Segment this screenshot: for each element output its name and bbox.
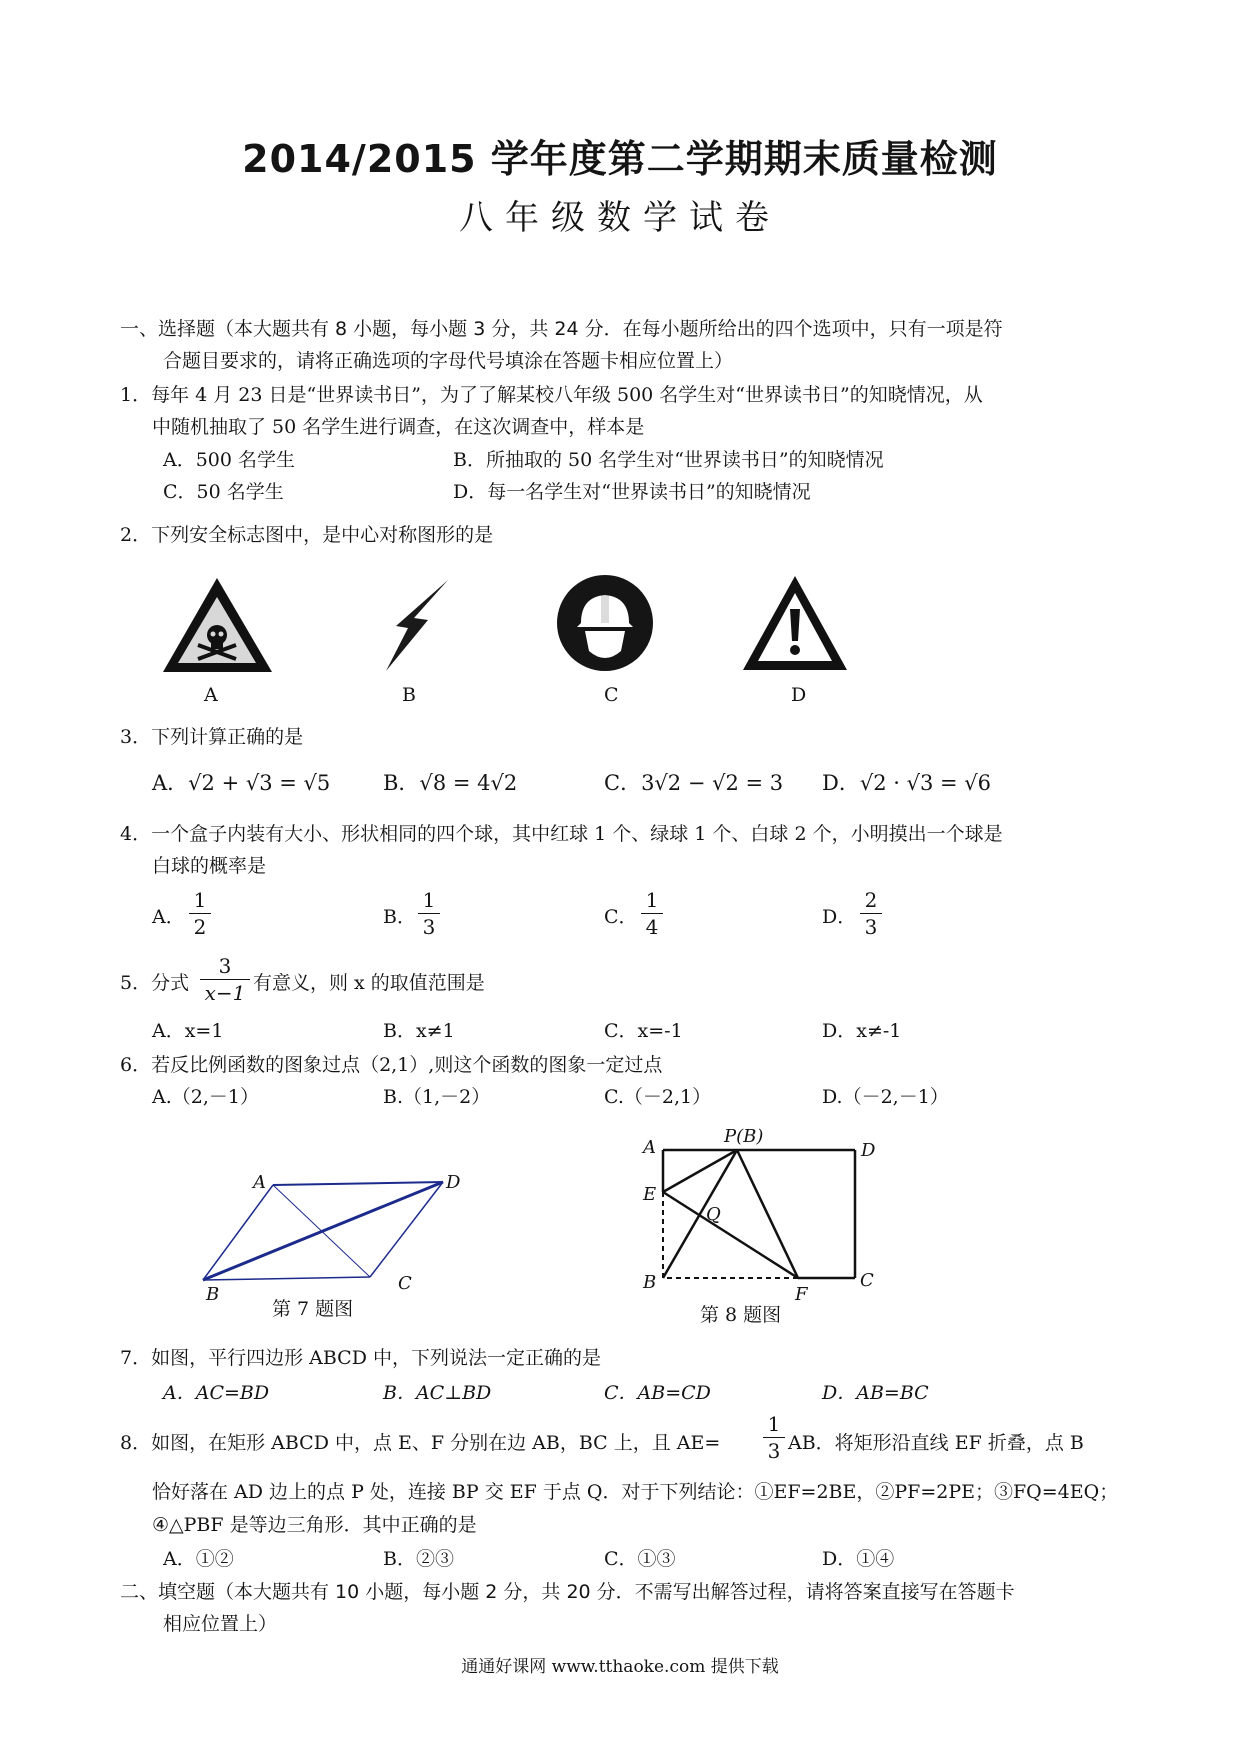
q5-option-d: D．x≠-1 xyxy=(822,1020,902,1042)
fig8-label-q: Q xyxy=(706,1204,721,1225)
q6-option-c: C.（－2,1） xyxy=(604,1086,712,1108)
q4-option-a-fraction xyxy=(189,888,211,939)
q2-stem: 2．下列安全标志图中，是中心对称图形的是 xyxy=(120,524,494,546)
q7-stem: 7．如图，平行四边形 ABCD 中，下列说法一定正确的是 xyxy=(120,1347,601,1369)
fig7-label-c: C xyxy=(398,1273,412,1294)
q8-stem-line3: ④△PBF 是等边三角形．其中正确的是 xyxy=(152,1514,477,1536)
figure-8-rectangle xyxy=(640,1120,890,1310)
q7-option-b: B．AC⊥BD xyxy=(383,1382,492,1404)
fraction-numerator: 1 xyxy=(193,888,207,912)
q1-option-c: C．50 名学生 xyxy=(163,481,284,503)
q5-option-a: A．x=1 xyxy=(152,1020,224,1042)
fraction-denominator: x−1 xyxy=(204,981,246,1005)
fig7-label-d: D xyxy=(446,1172,461,1193)
fraction-numerator: 2 xyxy=(864,888,878,912)
q2-label-a: A xyxy=(204,684,218,706)
fig8-label-f: F xyxy=(795,1284,808,1305)
q5-option-b: B．x≠1 xyxy=(383,1020,455,1042)
lightning-bolt-icon xyxy=(380,578,450,673)
q3-option-d: D．√2 · √3 = √6 xyxy=(822,771,992,795)
fraction-denominator: 3 xyxy=(767,1439,781,1463)
q7-option-d: D．AB=BC xyxy=(822,1382,929,1404)
q3-option-a: A．√2 + √3 = √5 xyxy=(152,771,331,795)
q1-option-b: B．所抽取的 50 名学生对“世界读书日”的知晓情况 xyxy=(453,449,884,471)
fraction-denominator: 3 xyxy=(422,915,436,939)
q6-stem: 6．若反比例函数的图象过点（2,1）,则这个函数的图象一定过点 xyxy=(120,1054,663,1076)
exam-subtitle: 八年级数学试卷 xyxy=(459,198,781,238)
section1-heading: 一、选择题（本大题共有 8 小题，每小题 3 分，共 24 分．在每小题所给出的四个选项中，只有一项是符 xyxy=(120,318,1003,340)
fraction-numerator: 3 xyxy=(218,954,232,978)
q8-option-c: C．①③ xyxy=(604,1548,676,1570)
q6-option-a: A.（2,－1） xyxy=(152,1086,259,1108)
q4-option-c-fraction xyxy=(641,888,663,939)
q3-option-b: B．√8 = 4√2 xyxy=(383,771,518,795)
fraction-denominator: 2 xyxy=(193,915,207,939)
fraction-numerator: 1 xyxy=(422,888,436,912)
q5-option-c: C．x=-1 xyxy=(604,1020,683,1042)
fig8-label-b: B xyxy=(643,1272,657,1293)
fraction-numerator: 1 xyxy=(767,1412,781,1436)
page-footer: 通通好课网 www.tthaoke.com 提供下载 xyxy=(461,1657,779,1677)
q2-label-c: C xyxy=(604,684,619,706)
q5-fraction xyxy=(200,954,250,1005)
fig8-label-p: P(B) xyxy=(724,1126,764,1147)
q3-stem: 3．下列计算正确的是 xyxy=(120,726,304,748)
q4-option-b-fraction xyxy=(418,888,440,939)
q8-option-d: D．①④ xyxy=(822,1548,895,1570)
q1-option-d: D．每一名学生对“世界读书日”的知晓情况 xyxy=(453,481,811,503)
figure-7-parallelogram xyxy=(190,1160,490,1320)
fig8-label-a: A xyxy=(643,1137,656,1158)
q4-stem: 4．一个盒子内装有大小、形状相同的四个球，其中红球 1 个、绿球 1 个、白球 2 个，小明摸出一个球是 xyxy=(120,823,1003,845)
fig8-label-d: D xyxy=(861,1140,876,1161)
q8-stem-line2: 恰好落在 AD 边上的点 P 处，连接 BP 交 EF 于点 Q．对于下列结论：①EF=2BE，②PF=2PE；③FQ=4EQ； xyxy=(152,1481,1119,1503)
q2-label-d: D xyxy=(791,684,807,706)
section2-heading-cont: 相应位置上） xyxy=(163,1613,278,1635)
q4-option-b-letter: B． xyxy=(383,906,416,928)
q8-fraction xyxy=(763,1412,785,1463)
q4-option-d-fraction xyxy=(860,888,882,939)
q7-option-c: C．AB=CD xyxy=(604,1382,711,1404)
q8-stem-part2: AB．将矩形沿直线 EF 折叠，点 B xyxy=(788,1432,1084,1454)
q6-option-b: B.（1,－2） xyxy=(383,1086,491,1108)
q5-stem-suffix: 有意义，则 x 的取值范围是 xyxy=(253,972,485,994)
skull-warning-sign-icon xyxy=(160,575,275,675)
q1-stem: 1．每年 4 月 23 日是“世界读书日”，为了了解某校八年级 500 名学生对“世界读书日”的知晓情况，从 xyxy=(120,384,983,406)
fig8-label-c: C xyxy=(860,1270,874,1291)
q1-option-a: A．500 名学生 xyxy=(163,449,296,471)
fig7-caption: 第 7 题图 xyxy=(272,1298,354,1320)
q2-label-b: B xyxy=(402,684,416,706)
q8-option-b: B．②③ xyxy=(383,1548,454,1570)
q8-stem-part1: 8．如图，在矩形 ABCD 中，点 E、F 分别在边 AB，BC 上，且 AE= xyxy=(120,1432,721,1454)
exam-title: 2014/2015 学年度第二学期期末质量检测 xyxy=(242,137,998,181)
q6-option-d: D.（－2,－1） xyxy=(822,1086,949,1108)
fig8-label-e: E xyxy=(643,1184,657,1205)
q4-stem-cont: 白球的概率是 xyxy=(152,855,267,877)
fraction-denominator: 3 xyxy=(864,915,878,939)
hard-hat-sign-icon xyxy=(555,573,655,673)
q4-option-a-letter: A． xyxy=(152,906,185,928)
q4-option-d-letter: D． xyxy=(822,906,857,928)
fraction-numerator: 1 xyxy=(645,888,659,912)
q7-option-a: A．AC=BD xyxy=(163,1382,270,1404)
exclamation-warning-sign-icon xyxy=(740,573,850,673)
q4-option-c-letter: C． xyxy=(604,906,638,928)
q8-option-a: A．①② xyxy=(163,1548,234,1570)
section2-heading: 二、填空题（本大题共有 10 小题，每小题 2 分，共 20 分．不需写出解答过程，请将答案直接写在答题卡 xyxy=(120,1581,1015,1603)
q3-option-c: C．3√2 − √2 = 3 xyxy=(604,771,784,795)
fraction-denominator: 4 xyxy=(645,915,659,939)
section1-heading-cont: 合题目要求的，请将正确选项的字母代号填涂在答题卡相应位置上） xyxy=(163,350,734,372)
q5-stem-prefix: 5．分式 xyxy=(120,972,190,994)
q1-stem-cont: 中随机抽取了 50 名学生进行调查，在这次调查中，样本是 xyxy=(152,416,645,438)
fig7-label-b: B xyxy=(206,1284,220,1305)
fig7-label-a: A xyxy=(253,1172,266,1193)
fig8-caption: 第 8 题图 xyxy=(700,1304,782,1326)
